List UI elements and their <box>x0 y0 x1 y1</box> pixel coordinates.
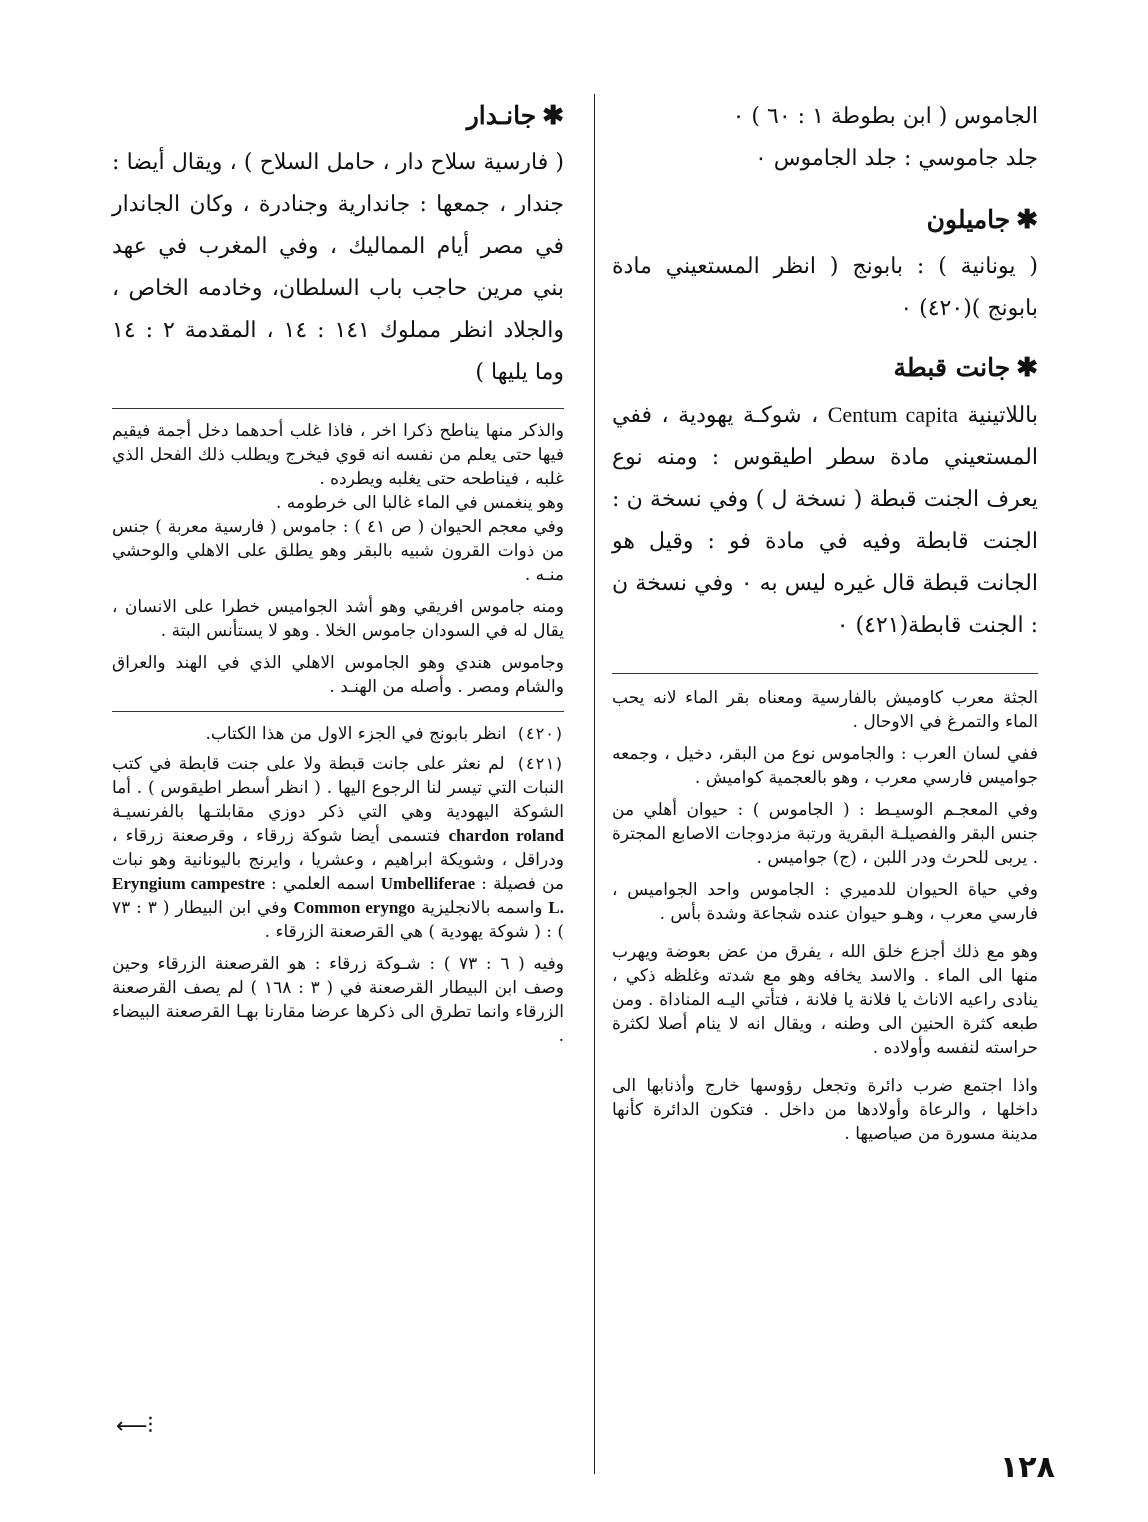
top-line-2: جلد جاموسي : جلد الجاموس ٠ <box>754 146 1038 171</box>
entry-prefix: باللاتينية <box>967 403 1039 428</box>
top-line-1: الجاموس ( ابن بطوطة ١ : ٦٠ ) ٠ <box>732 104 1038 129</box>
footnote-text: واسمه بالانجليزية <box>421 898 543 918</box>
footnote-text: اسمه العلمي : <box>271 874 375 894</box>
latin-term: chardon roland <box>448 826 564 845</box>
right-notes <box>612 686 1038 1146</box>
entry-heading-jandar <box>112 96 564 136</box>
asterisk-icon: ✱ <box>1016 353 1038 383</box>
footnote-rule <box>112 711 564 712</box>
entry-heading-janet-qabta <box>612 348 1038 388</box>
column-divider <box>594 94 595 1474</box>
entry-rest: ، شوكـة يهودية ، ففي المستعيني مادة سطر اطيقوس : ومنه نوع يعرف الجنت قبطة ( نسخة ل ) وفي نسخة ن : الجنت قابطة وفيه في مادة فو : وقيل هو الجانت قبطة قال غيره ليس به ٠ وفي نسخة ن : الجنت قابطة(٤٢١) ٠ <box>612 403 1038 638</box>
footnote-421 <box>112 752 564 944</box>
footnote-number: (٤٢٠) <box>515 724 564 743</box>
left-column <box>112 96 564 1048</box>
section-rule <box>612 673 1038 674</box>
note-paragraph: وفي المعجـم الوسيـط : ( الجاموس ) : حيوان أهلي من جنس البقر والفصيلـة البقرية ورتبة مزدوجات الاصابع المجترة . يربى للحرث ودر اللبن ، (ج) جواميس . <box>612 800 1038 868</box>
note-paragraph: وهو مع ذلك أجزع خلق الله ، يفرق من عض بعوضة ويهرب منها الى الماء . والاسد يخافه وهو مع شدته وغلظه ذكي ، ينادى راعيه الاناث يا فلانة يا فلانة ، فتأتي اليـه المناداة . ومن طبعه كثرة الحنين الى وطنه ، ويقال انه لا ينام أصلا لكثرة حراسته لنفسه وأولاده . <box>612 942 1038 1058</box>
heading-text: جانـدار <box>466 101 537 130</box>
section-rule <box>112 408 564 409</box>
note-paragraph: وهو ينغمس في الماء غالبا الى خرطومه . <box>275 493 564 513</box>
left-main-text <box>112 96 564 394</box>
note-paragraph: ومنه جاموس افريقي وهو أشد الجواميس خطرا على الانسان ، يقال له في السودان جاموس الخلا . وهو لا يستأنس البتة . <box>112 597 564 641</box>
entry-jandar: ( فارسية سلاح دار ، حامل السلاح ) ، ويقال أيضا : جندار ، جمعها : جاندارية وجنادرة ، وكان الجاندار في مصر أيام المماليك ، وفي المغرب في عهد بني مرين حاجب باب السلطان، وخادمه الخاص ، والجلاد انظر مملوك ١٤١ : ١٤ ، المقدمة ٢ : ١٤ وما يليها ) <box>112 150 565 385</box>
right-column <box>612 96 1038 1146</box>
entry-janet-qabta <box>612 394 1038 647</box>
right-main-text <box>612 96 1038 647</box>
latin-term: Umbelliferae <box>380 874 476 893</box>
heading-text: جانت قبطة <box>893 353 1011 382</box>
note-paragraph: ففي لسان العرب : والجاموس نوع من البقر، دخيل ، وجمعه جواميس فارسي معرب ، وهو بالعجمية كواميش . <box>612 744 1038 788</box>
heading-text: جاميلون <box>926 205 1011 234</box>
note-paragraph: واذا اجتمع ضرب دائرة وتجعل رؤوسها خارج وأذنابها الى داخلها ، والرعاة وأولادها من داخل . فتكون الدائرة كأنها مدينة مسورة من صياصيها . <box>612 1076 1038 1144</box>
footnotes <box>112 722 564 1048</box>
asterisk-icon: ✱ <box>542 101 564 131</box>
note-paragraph: وفي حياة الحيوان للدميري : الجاموس واحد الجواميس ، فارسي معرب ، وهـو حيوان عنده شجاعة وشدة بأس . <box>612 880 1038 924</box>
entry-jamilun: ( يونانية ) : بابونج ( انظر المستعيني مادة بابونج )(٤٢٠) ٠ <box>612 254 1038 321</box>
footnote-text: فتسمى أيضا شوكة زرقاء ، وقرصعنة زرقاء ، ودراقل ، وشويكة ابراهيم ، وعشريا ، وايرنج باليونانية وهو نبات من فصيلة : <box>112 826 565 894</box>
footnote-number: (٤٢١) <box>515 754 564 773</box>
latin-term: Centum capita <box>827 402 958 427</box>
note-paragraph: والذكر منها يناطح ذكرا اخر ، فاذا غلب أحدهما دخل أجمة فيقيم فيها حتى يعلم من نفسه انه قوي فيخرج ويطلب ذلك الفحل الذي غلبه ، فيناطحه حتى يغلبه ويطرده . <box>112 421 564 489</box>
note-paragraph: وجاموس هندي وهو الجاموس الاهلي الذي في الهند والعراق والشام ومصر . وأصله من الهنـد . <box>112 653 564 697</box>
continuation-arrow-icon: ⟵⫶ <box>116 1414 154 1439</box>
asterisk-icon: ✱ <box>1016 205 1038 235</box>
footnote-420 <box>112 722 564 746</box>
entry-heading-jamilun <box>612 200 1038 240</box>
footnote-421-continued: وفيه ( ٦ : ٧٣ ) : شـوكة زرقاء : هو القرصعنة الزرقاء وحين وصف ابن البيطار القرصعنة في ( ٣ : ١٦٨ ) لم يصف القرصعنة الزرقاء وانما تطرق الى ذكرها عرضا مقارنا بهـا القرصعنة البيضاء . <box>112 954 564 1046</box>
latin-term: Common eryngo <box>293 898 416 917</box>
note-paragraph: وفي معجم الحيوان ( ص ٤١ ) : جاموس ( فارسية معربة ) جنس من ذوات القرون شبيه بالبقر وهو يطلق على الاهلي والوحشي منـه . <box>112 517 564 585</box>
left-notes <box>112 419 564 699</box>
footnote-text: وفي ابن البيطار ( ٣ : ٧٣ ) : ( شوكة يهودية ) هي القرصعنة الزرقاء . <box>112 898 564 942</box>
footnote-text: لم نعثر على جانت قبطة ولا على جنت قابطة في كتب النبات التي تيسر لنا الرجوع اليها . ( انظر أسطر اطيقوس ) . أما الشوكة اليهودية وهي التي ذكر دوزي مقابلتـها بالفرنسيـة <box>112 754 564 822</box>
latin-term: Eryngium campestre L. <box>112 874 564 917</box>
page-number: ١٢٨ <box>1000 1450 1055 1485</box>
footnote-text: انظر بابونج في الجزء الاول من هذا الكتاب. <box>205 724 507 744</box>
note-paragraph: الجثة معرب كاوميش بالفارسية ومعناه بقر الماء لانه يحب الماء والتمرغ في الاوحال . <box>612 688 1038 732</box>
